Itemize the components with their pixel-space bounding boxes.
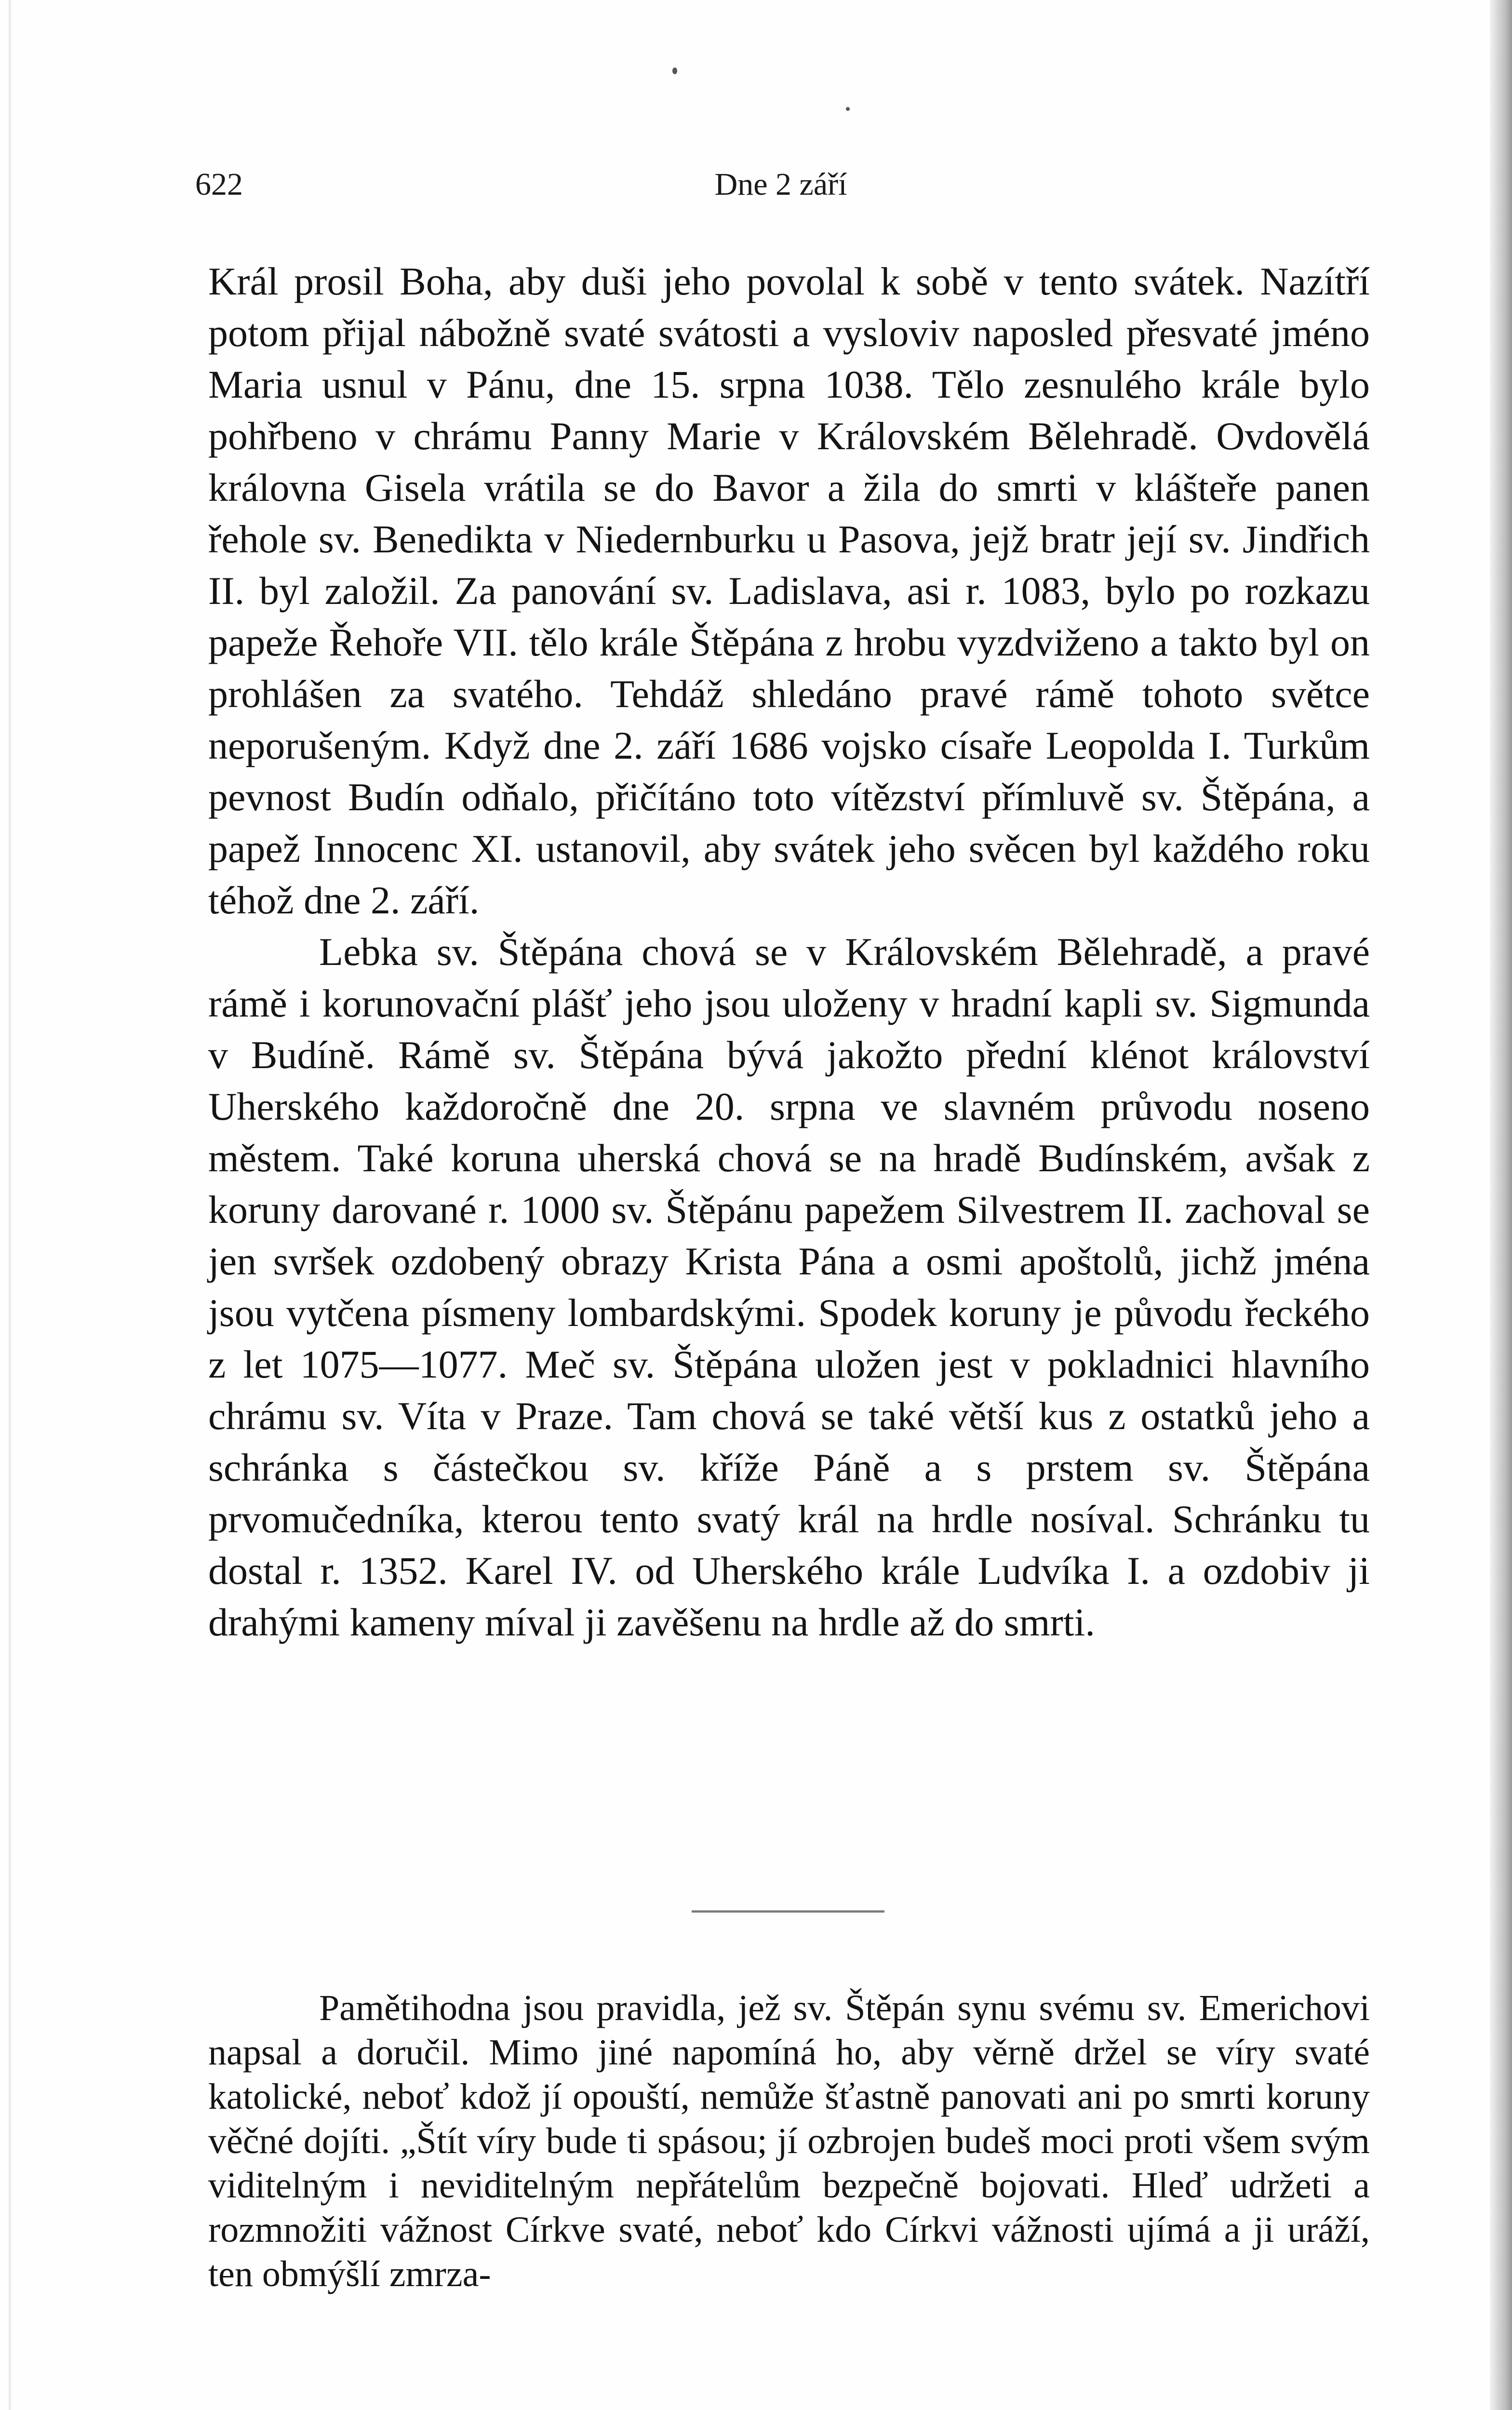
note-text	[208, 1986, 1370, 2296]
paragraph: Lebka sv. Štěpána chová se v Královském Bělehradě, a pravé rámě i korunovační plášť jeho jsou uloženy v hradní kapli sv. Sigmunda v Budíně. Rámě sv. Štěpána bývá jakožto přední klénot království Uherského každoročně dne 20. srpna ve slavném průvodu noseno městem. Také koruna uherská chová se na hradě Budínském, avšak z koruny darované r. 1000 sv. Štěpánu papežem Silvestrem II. zachoval se jen svršek ozdobený obrazy Krista Pána a osmi apoštolů, jichž jména jsou vytčena písmeny lombardskými. Spodek koruny je původu řeckého z let 1075—1077. Meč sv. Štěpána uložen jest v pokladnici hlavního chrámu sv. Víta v Praze. Tam chová se také větší kus z ostatků jeho a schránka s částečkou sv. kříže Páně a s prstem sv. Štěpána prvomučedníka, kterou tento svatý král na hrdle nosíval. Schránku tu dostal r. 1352. Karel IV. od Uherského krále Ludvíka I. a ozdobiv ji drahými kameny míval ji zavěšenu na hrdle až do smrti.	[208, 930, 1370, 1644]
page-number: 622	[195, 167, 243, 202]
page-edge-right	[1490, 0, 1512, 2410]
scan-speck	[672, 67, 677, 74]
main-text	[208, 255, 1370, 1648]
scan-speck	[846, 107, 850, 111]
paragraph: Pamětihodna jsou pravidla, jež sv. Štěpán synu svému sv. Emerichovi napsal a doručil. Mimo jiné napomíná ho, aby věrně držel se víry svaté katolické, neboť kdož jí opouští, nemůže šťastně panovati ani po smrti koruny věčné dojíti. „Štít víry bude ti spásou; jí ozbrojen budeš moci proti všem svým viditelným i neviditelným nepřátelům bezpečně bojovati. Hleď udržeti a rozmnožiti vážnost Církve svaté, neboť kdo Církvi vážnosti ujímá a ji uráží, ten obmýšlí zmrza-	[208, 1988, 1370, 2294]
section-divider	[692, 1910, 884, 1913]
page-header	[195, 166, 1366, 210]
page-edge-left	[9, 0, 12, 2410]
running-head: Dne 2 září	[714, 167, 847, 202]
paragraph: Král prosil Boha, aby duši jeho povolal k sobě v tento svátek. Nazítří potom přijal nábožně svaté svátosti a vysloviv naposled přesvaté jméno Maria usnul v Pánu, dne 15. srpna 1038. Tělo zesnulého krále bylo pohřbeno v chrámu Panny Marie v Královském Bělehradě. Ovdovělá královna Gisela vrátila se do Bavor a žila do smrti v klášteře panen řehole sv. Benedikta v Niedernburku u Pasova, jejž bratr její sv. Jindřich II. byl založil. Za panování sv. Ladislava, asi r. 1083, bylo po rozkazu papeže Řehoře VII. tělo krále Štěpána z hrobu vyzdviženo a takto byl on prohlášen za svatého. Tehdáž shledáno pravé rámě tohoto světce neporušeným. Když dne 2. září 1686 vojsko císaře Leopolda I. Turkům pevnost Budín odňalo, přičítáno toto vítězství přímluvě sv. Štěpána, a papež Innocenc XI. ustanovil, aby svátek jeho svěcen byl každého roku téhož dne 2. září.	[208, 259, 1370, 922]
